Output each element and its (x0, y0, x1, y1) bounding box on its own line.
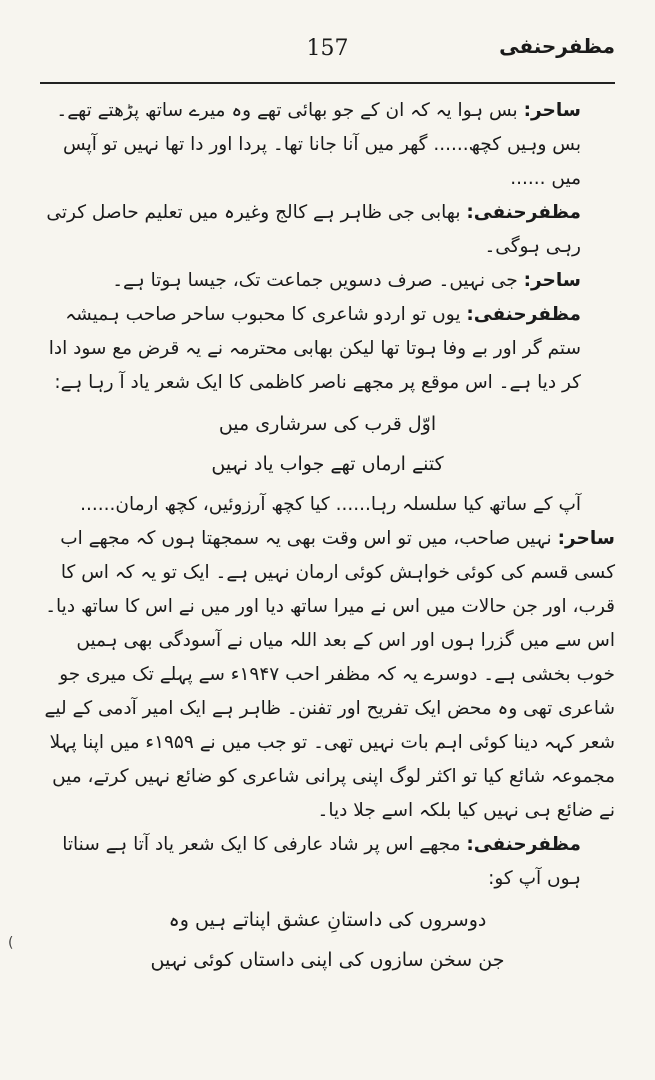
running-head: مظفرحنفی (499, 34, 615, 58)
header-rule (40, 82, 615, 84)
paragraph-text: بھابی جی ظاہر ہے کالج وغیرہ میں تعلیم حاصل کرتی رہی ہوگی۔ (46, 202, 581, 257)
page-body (40, 94, 615, 984)
paragraph-text: نہیں صاحب، میں تو اس وقت بھی یہ سمجھتا ہوں کہ مجھے اب کسی قسم کی کوئی خواہش کوئی ارمان نہیں ہے۔ ایک تو یہ کہ اس کا قرب، اور جن حالات میں اس نے میرا ساتھ دیا اور میں نے اس کا ساتھ دیا۔ اس سے میں گزرا ہوں اور اس کے بعد اللہ میاں نے آسودگی بھی ہمیں خوب بخشی ہے۔ دوسرے یہ کہ مظفر احب ۱۹۴۷ء سے پہلے تک میری جو شاعری تھی وہ محض ایک تفریح اور تفنن۔ ظاہر ہے ایک امیر آدمی کے لیے شعر کہہ دینا کوئی اہم بات نہیں تھی۔ تو جب میں نے ۱۹۵۹ء میں اپنا پہلا مجموعہ شائع کیا تو اکثر لوگ اپنی پرانی شاعری کو ضائع نہیں کرتے، میں نے ضائع ہی نہیں کیا بلکہ اسے جلا دیا۔ (44, 528, 615, 821)
paragraph-6 (40, 828, 615, 896)
verse-line: جن سخن سازوں کی اپنی داستاں کوئی نہیں (150, 949, 505, 971)
speaker-label: مظفرحنفی: (466, 304, 581, 325)
speaker-label: ساحر: (523, 270, 581, 291)
verse-line: اوّل قرب کی سرشاری میں (218, 413, 437, 435)
paragraph-1 (40, 94, 615, 196)
speaker-label: مظفرحنفی: (466, 834, 581, 855)
margin-mark: ( (8, 935, 14, 951)
verse-line: دوسروں کی داستانِ عشق اپناتے ہیں وہ (168, 909, 487, 931)
speaker-label: مظفرحنفی: (466, 202, 581, 223)
paragraph-text: یوں تو اردو شاعری کا محبوب ساحر صاحب ہمیشہ ستم گر اور بے وفا ہوتا تھا لیکن بھابی محترمہ نے یہ قرض مع سود ادا کر دیا ہے۔ اس موقع پر مجھے ناصر کاظمی کا ایک شعر یاد آ رہا ہے: (48, 304, 581, 393)
verse-nasir-kazmi (40, 404, 615, 484)
verse-shad-arifi (40, 900, 615, 980)
paragraph-after-verse: آپ کے ساتھ کیا سلسلہ رہا...... کیا کچھ آرزوئیں، کچھ ارمان...... (80, 494, 581, 515)
paragraph-3 (40, 264, 615, 298)
paragraph-text: بس ہوا یہ کہ ان کے جو بھائی تھے وہ میرے ساتھ پڑھتے تھے۔ بس وہیں کچھ...... گھر میں آنا جانا تھا۔ پردا اور دا تھا نہیں تو آپس میں ...... (56, 100, 581, 189)
paragraph-2 (40, 196, 615, 264)
paragraph-4 (40, 298, 615, 400)
speaker-label: ساحر: (523, 100, 581, 121)
paragraph-text: جی نہیں۔ صرف دسویں جماعت تک، جیسا ہوتا ہے۔ (112, 270, 518, 291)
speaker-label: ساحر: (557, 528, 615, 549)
verse-line: کتنے ارماں تھے جواب یاد نہیں (211, 453, 444, 475)
page-header (40, 28, 615, 88)
paragraph-text: مجھے اس پر شاد عارفی کا ایک شعر یاد آتا ہے سناتا ہوں آپ کو: (62, 834, 581, 889)
paragraph-5 (40, 522, 615, 828)
page-number: 157 (306, 36, 349, 61)
